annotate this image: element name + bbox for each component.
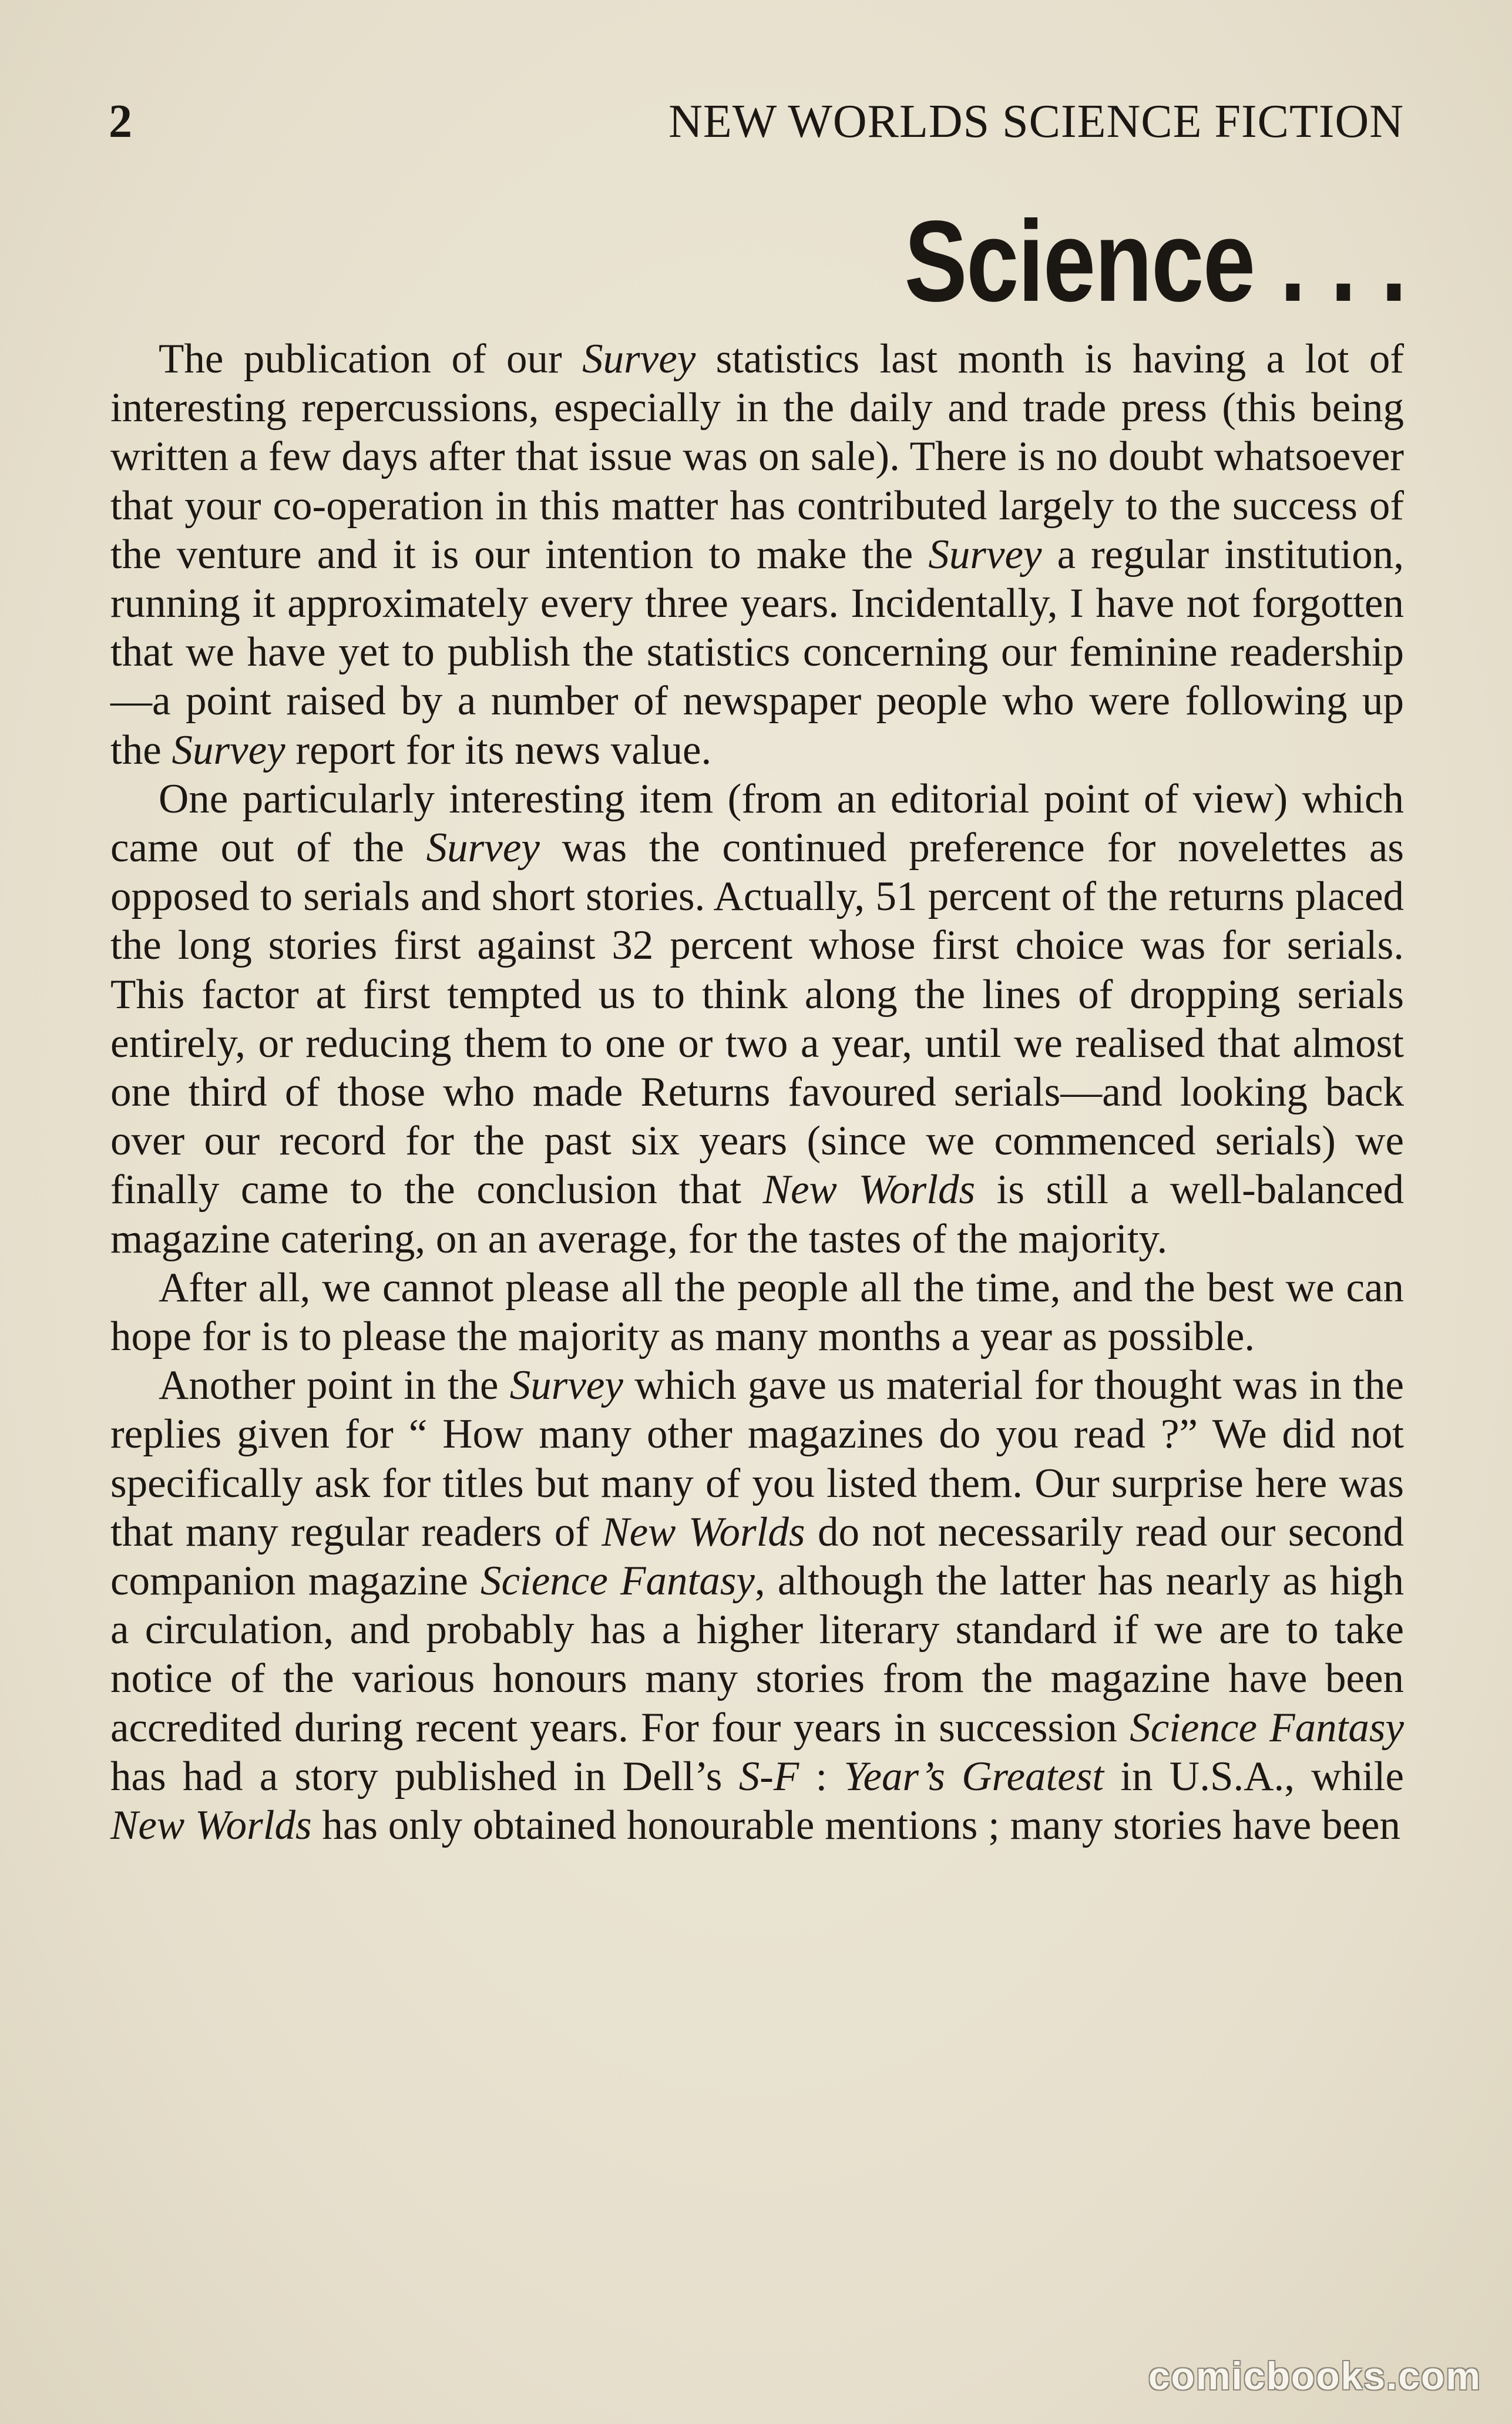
page-number: 2 — [109, 96, 133, 147]
italic-text: New Worlds — [110, 1802, 312, 1849]
italic-text: Survey — [582, 336, 696, 382]
text-run: is still a well-balanced magazine catering, on an average, for the tastes of the majority. — [110, 1167, 1405, 1262]
section-title: Science . . . — [904, 197, 1406, 325]
text-run: was the continued preference for novelettes as opposed to serials and short stories. Actually, 51 percent of the returns placed the long stories first against 32 percent whose first choice was for serials. This factor at first tempted us to think along the lines of dropping serials entirely, or reducing them to one or two a year, until we realised that almost one third of those who made Returns favoured serials—and looking back over our record for the past six years (since we commenced serials) we finally came to the conclusion that — [110, 825, 1405, 1213]
text-run: After all, we cannot please all the people all the time, and the best we can hope for is to please the majority as many months a year as possible. — [110, 1264, 1404, 1360]
text-run: statistics last month is having a lot of interesting repercussions, especially in the daily and trade press (this being written a few days after that issue was on sale). There is no doubt whatsoever that your co-operation in this matter has contributed largely to the success of the venture and it is our intention to make the — [110, 336, 1404, 578]
italic-text: Survey — [928, 531, 1042, 578]
paragraph — [110, 1264, 1404, 1361]
text-run: report for its news value. — [285, 727, 712, 773]
text-run: has had a story published in Dell’s — [110, 1753, 739, 1799]
italic-text: New Worlds — [762, 1167, 976, 1213]
editorial-body — [110, 335, 1404, 1850]
italic-text: New Worlds — [602, 1509, 805, 1555]
magazine-title: NEW WORLDS SCIENCE FICTION — [668, 96, 1404, 147]
text-run: a regular institution, running it approximately every three years. Incidentally, I have not forgotten that we have yet to publish the statistics concerning our feminine readership—a point raised by a number of newspaper people who were following up the — [110, 531, 1404, 773]
text-run: has only obtained honourable mentions ; many stories have been — [311, 1802, 1401, 1849]
text-run: One particularly interesting item (from an editorial point of view) which came out of the — [110, 775, 1404, 871]
italic-text: S-F — [738, 1753, 799, 1799]
italic-text: Science Fantasy — [481, 1558, 755, 1604]
text-run: The publication of our — [159, 336, 583, 382]
text-run: , although the latter has nearly as high a circulation, and probably has a higher literary standard if we are to take notice of the various honours many stories from the magazine have been accredited during recent years. For four years in succession — [110, 1558, 1404, 1751]
running-header — [109, 89, 1404, 154]
italic-text: Year’s Greatest — [844, 1753, 1104, 1799]
italic-text: Survey — [509, 1362, 623, 1409]
text-run: in U.S.A., while — [1104, 1753, 1405, 1799]
watermark-logo: comicbooks.com — [1148, 2354, 1481, 2398]
italic-text: Science Fantasy — [1130, 1704, 1404, 1751]
paragraph — [110, 335, 1404, 775]
text-run: Another point in the — [159, 1362, 510, 1409]
text-run: do not necessarily read our second companion magazine — [110, 1509, 1404, 1604]
italic-text: Survey — [172, 727, 285, 773]
text-run: which gave us material for thought was in the replies given for “ How many other magazines do you read ?” We did not specifically ask for titles but many of you listed them. Our surprise here was that many regular readers of — [110, 1362, 1404, 1555]
paragraph — [110, 1361, 1404, 1850]
text-run: : — [799, 1753, 844, 1799]
paragraph — [110, 775, 1404, 1264]
italic-text: Survey — [426, 825, 540, 871]
